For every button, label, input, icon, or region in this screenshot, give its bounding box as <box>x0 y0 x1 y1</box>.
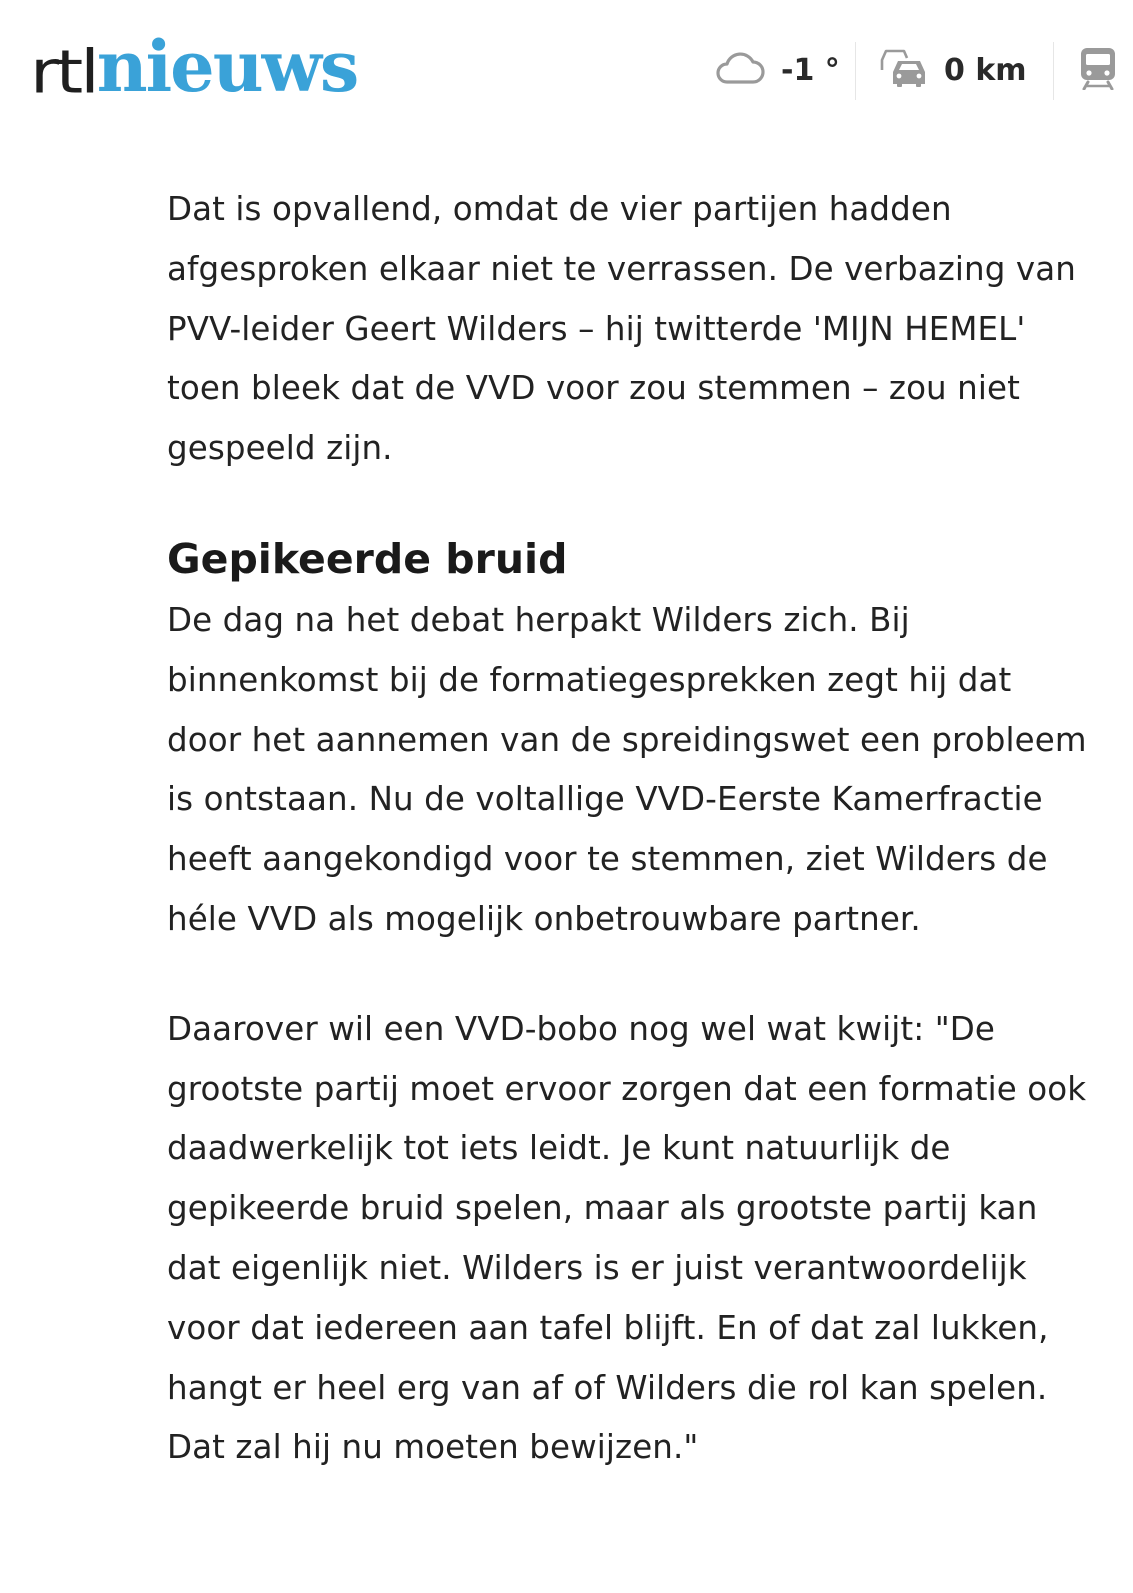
traffic-widget[interactable] <box>880 40 1027 100</box>
train-widget[interactable] <box>1078 40 1118 100</box>
logo-nieuws-text: nieuws <box>96 25 358 108</box>
train-icon <box>1078 46 1118 95</box>
article-body <box>167 180 1087 1478</box>
article-paragraph: De dag na het debat herpakt Wilders zich. Bij binnenkomst bij de formatiegesprekken zegt hij dat door het aannemen van de spreidingswet een probleem is ontstaan. Nu de voltallige VVD-Eerste Kamerfractie heeft aangekondigd voor te stemmen, ziet Wilders de héle VVD als mogelijk onbetrouwbare partner. <box>167 600 1087 938</box>
article-paragraph: Daarover wil een VVD-bobo nog wel wat kwijt: "De grootste partij moet ervoor zorgen dat een formatie ook daadwerkelijk tot iets leidt. Je kunt natuurlijk de gepikeerde bruid spelen, maar als grootste partij kan dat eigenlijk niet. Wilders is er juist verantwoordelijk voor dat iedereen aan tafel blijft. En of dat zal lukken, hangt er heel erg van af of Wilders die rol kan spelen. Dat zal hij nu moeten bewijzen." <box>167 1009 1087 1467</box>
site-header <box>0 0 1133 120</box>
header-divider <box>855 42 856 100</box>
temperature-value: -1 ° <box>781 52 840 88</box>
car-traffic-icon <box>880 48 928 93</box>
header-divider <box>1053 42 1054 100</box>
section-heading: Gepikeerde bruid <box>167 534 568 583</box>
article-paragraph: Dat is opvallend, omdat de vier partijen hadden afgesproken elkaar niet te verrassen. De verbazing van PVV-leider Geert Wilders – hij twitterde 'MIJN HEMEL' toen bleek dat de VVD voor zou stemmen – zou niet gespeeld zijn. <box>167 190 1076 468</box>
cloud-icon <box>715 51 765 90</box>
traffic-jam-value: 0 km <box>944 52 1027 88</box>
weather-widget[interactable] <box>715 40 840 100</box>
rtl-nieuws-logo[interactable] <box>30 22 358 108</box>
logo-rtl-text: rtl <box>30 37 97 108</box>
